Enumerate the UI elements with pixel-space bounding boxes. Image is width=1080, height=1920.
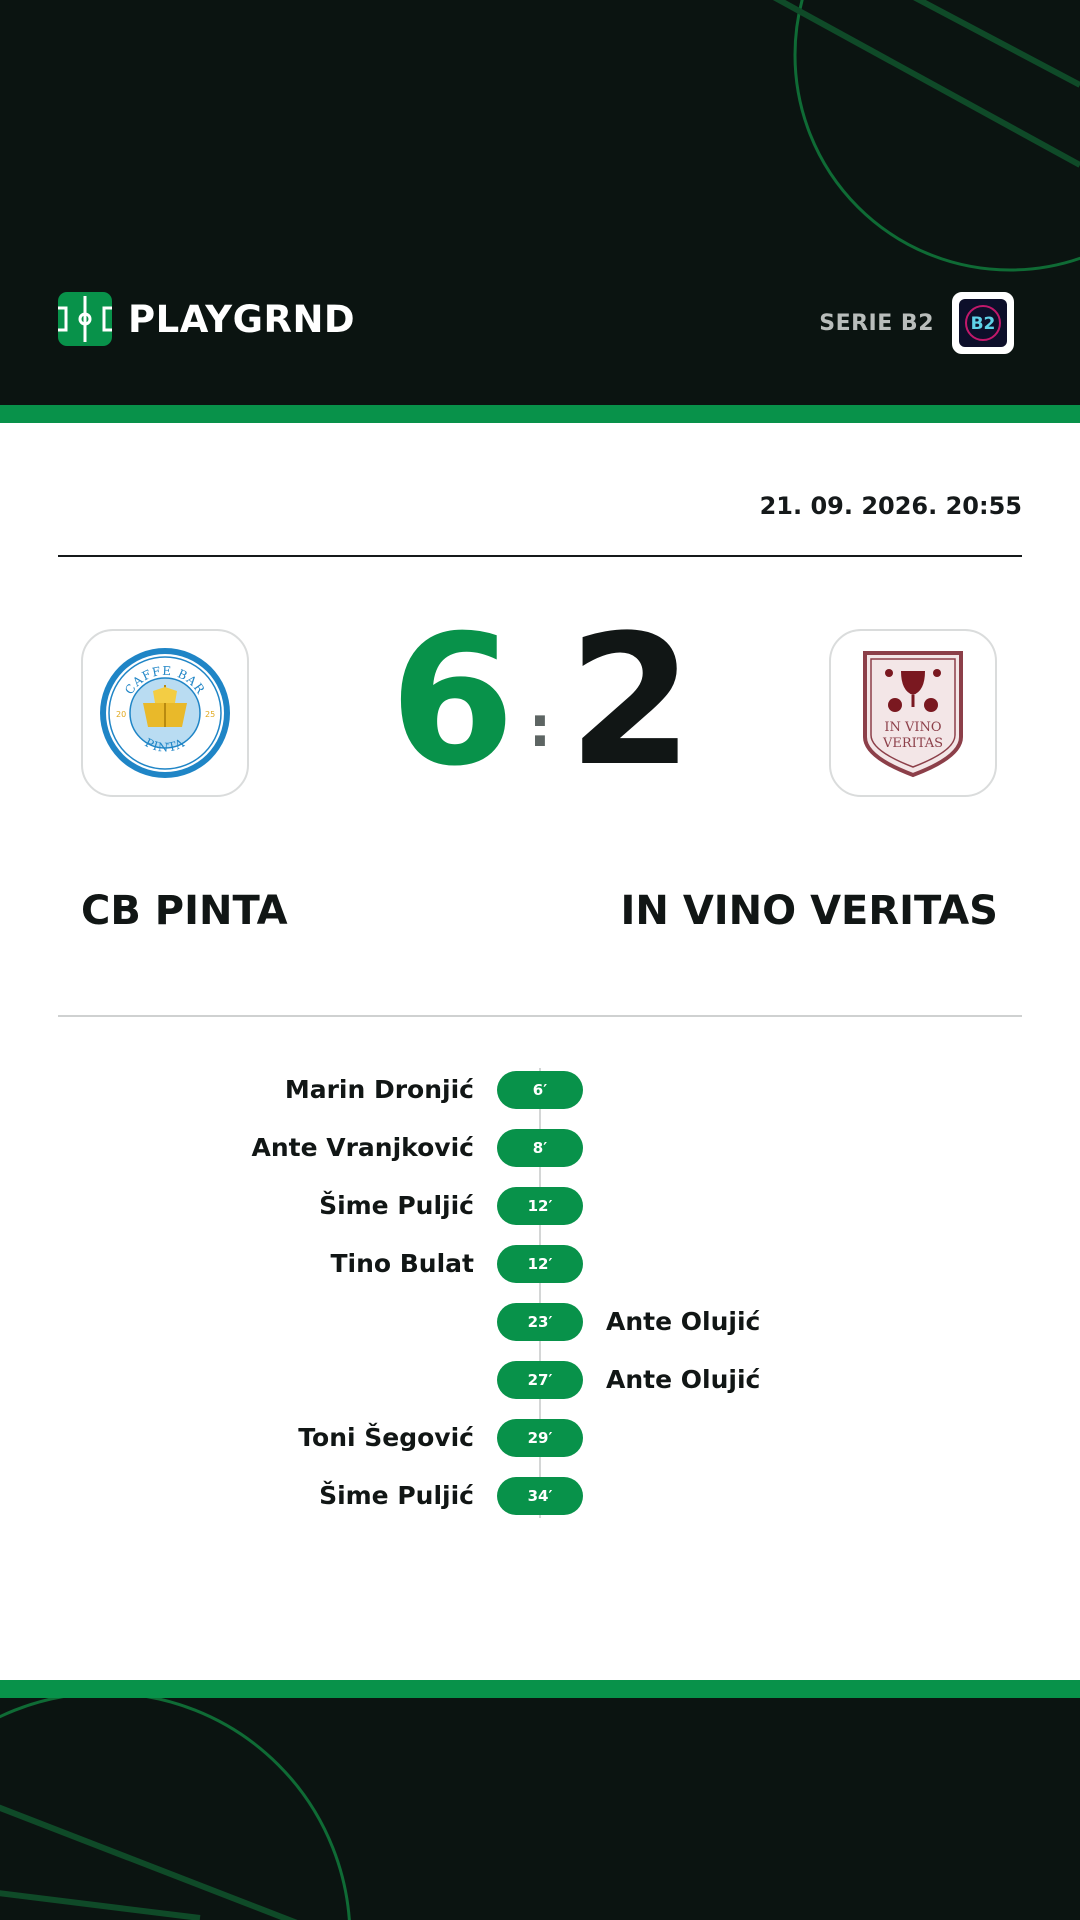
svg-text:IN VINO: IN VINO: [884, 720, 942, 735]
home-scorer-name: Šime Puljić: [319, 1481, 474, 1510]
goal-event-row: [0, 1129, 1080, 1169]
away-crest-icon: [853, 645, 973, 781]
divider: [58, 555, 1022, 557]
home-score: 6: [389, 597, 515, 806]
match-datetime: 21. 09. 2026. 20:55: [759, 492, 1022, 520]
goal-minute-badge: 8′: [497, 1129, 583, 1167]
goal-minute-badge: 27′: [497, 1361, 583, 1399]
goal-minute-badge: 34′: [497, 1477, 583, 1515]
goal-minute-badge: 23′: [497, 1303, 583, 1341]
accent-stripe-bottom: [0, 1680, 1080, 1698]
away-team-name: IN VINO VERITAS: [620, 888, 998, 934]
footer-band: [0, 1698, 1080, 1920]
home-scorer-name: Marin Dronjić: [284, 1075, 474, 1104]
svg-text:VERITAS: VERITAS: [882, 736, 944, 751]
svg-text:20: 20: [116, 710, 127, 719]
goal-event-row: [0, 1361, 1080, 1401]
pitch-logo-icon: [58, 292, 112, 346]
score-separator: :: [528, 695, 552, 760]
goal-event-row: [0, 1071, 1080, 1111]
away-scorer-name: Ante Olujić: [606, 1307, 761, 1336]
home-scorer-name: Šime Puljić: [319, 1191, 474, 1220]
home-team-name: CB PINTA: [81, 888, 288, 934]
divider: [58, 1015, 1022, 1017]
svg-text:25: 25: [205, 710, 216, 719]
svg-text:B2: B2: [970, 314, 996, 334]
goal-minute-badge: 12′: [497, 1187, 583, 1225]
goal-event-row: [0, 1187, 1080, 1227]
svg-text:CAFFE BAR: CAFFE BAR: [122, 663, 208, 697]
home-crest-icon: [97, 645, 233, 781]
header-band: [0, 0, 1080, 405]
brand: [58, 292, 355, 346]
league-name: SERIE B2: [819, 310, 934, 336]
home-team-logo: [81, 629, 249, 797]
goal-event-row: [0, 1477, 1080, 1517]
goal-event-row: [0, 1245, 1080, 1285]
goal-minute-badge: 6′: [497, 1071, 583, 1109]
goal-event-row: [0, 1419, 1080, 1459]
home-scorer-name: Ante Vranjković: [251, 1133, 474, 1162]
away-scorer-name: Ante Olujić: [606, 1365, 761, 1394]
home-scorer-name: Tino Bulat: [330, 1249, 474, 1278]
brand-name: PLAYGRND: [128, 297, 356, 341]
goal-minute-badge: 29′: [497, 1419, 583, 1457]
league-logo-icon: [959, 299, 1007, 347]
goal-minute-badge: 12′: [497, 1245, 583, 1283]
goal-event-row: [0, 1303, 1080, 1343]
accent-stripe-top: [0, 405, 1080, 423]
home-scorer-name: Toni Šegović: [298, 1423, 474, 1452]
svg-text:PINTA: PINTA: [142, 735, 188, 755]
away-team-logo: [829, 629, 997, 797]
away-score: 2: [568, 597, 694, 806]
league-badge: [952, 292, 1014, 354]
pitch-decoration: [0, 1698, 1080, 1920]
league: [819, 292, 1014, 354]
